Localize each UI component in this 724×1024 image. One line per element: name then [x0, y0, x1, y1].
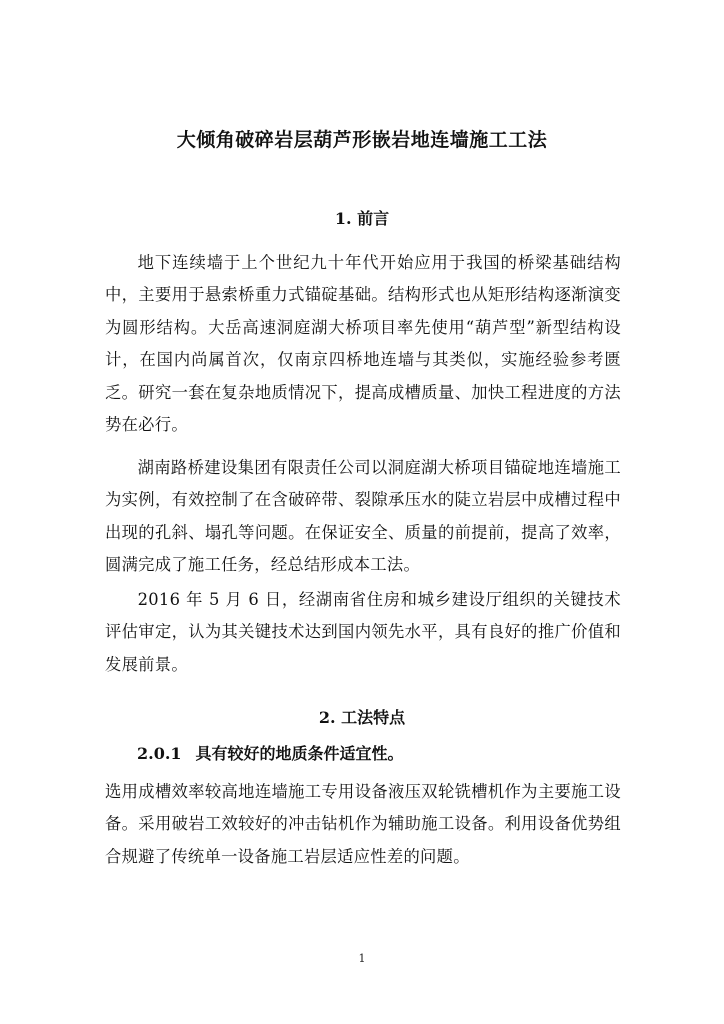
- paragraph: 湖南路桥建设集团有限责任公司以洞庭湖大桥项目锚碇地连墙施工为实例，有效控制了在含破碎带、裂隙承压水的陡立岩层中成槽过程中出现的孔斜、塌孔等问题。在保证安全、质量的前提前，提高了效率，圆满完成了施工任务，经总结形成本工法。: [105, 458, 621, 575]
- paragraph: 选用成槽效率较高地连墙施工专用设备液压双轮铣槽机作为主要施工设备。采用破岩工效较好的冲击钻机作为辅助施工设备。利用设备优势组合规避了传统单一设备施工岩层适应性差的问题。: [105, 782, 621, 866]
- document-title: 大倾角破碎岩层葫芦形嵌岩地连墙施工工法: [176, 129, 548, 151]
- subsection-heading: [137, 743, 404, 765]
- page-number: 1: [358, 952, 366, 965]
- subsection-title: 具有较好的地质条件适宜性。: [195, 744, 404, 763]
- section-heading-features: 2. 工法特点: [318, 708, 406, 727]
- section-heading-preface: 1. 前言: [334, 209, 390, 228]
- paragraph: 地下连续墙于上个世纪九十年代开始应用于我国的桥梁基础结构中，主要用于悬索桥重力式锚碇基础。结构形式也从矩形结构逐渐演变为圆形结构。大岳高速洞庭湖大桥项目率先使用“葫芦型”新型结构设计，在国内尚属首次，仅南京四桥地连墙与其类似，实施经验参考匮乏。研究一套在复杂地质情况下，提高成槽质量、加快工程进度的方法势在必行。: [105, 253, 621, 435]
- paragraph: 2016 年 5 月 6 日，经湖南省住房和城乡建设厅组织的关键技术评估审定，认为其关键技术达到国内领先水平，具有良好的推广价值和发展前景。: [105, 590, 621, 674]
- subsection-number: 2.0.1: [137, 744, 182, 763]
